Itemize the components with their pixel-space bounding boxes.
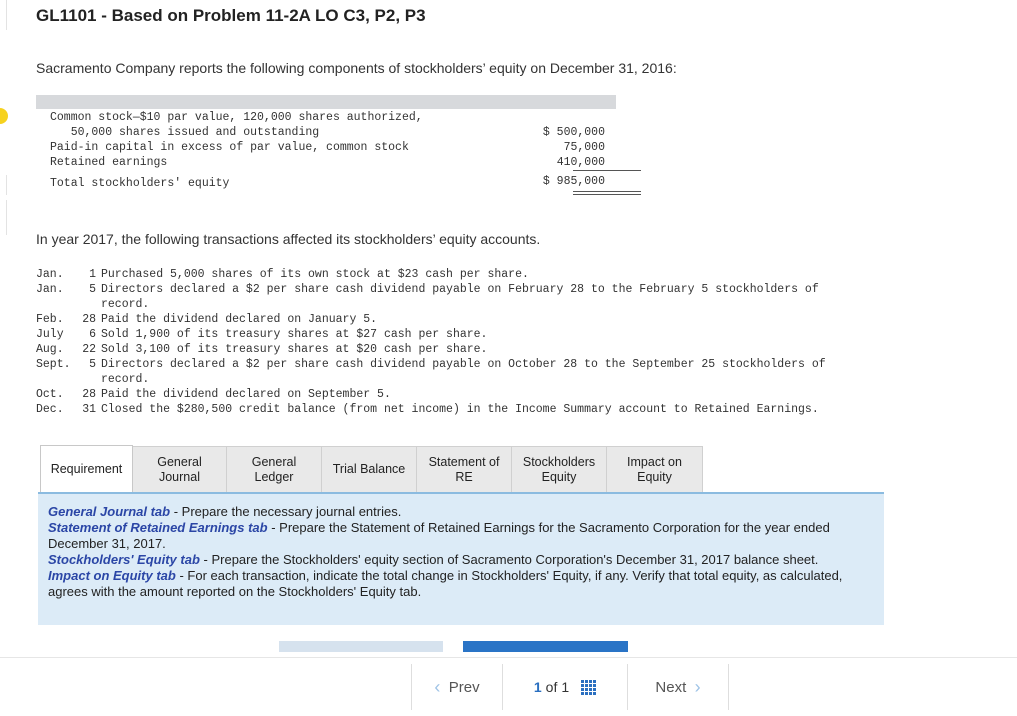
current-page: 1 <box>533 679 542 695</box>
transaction-month: Sept. <box>36 358 71 371</box>
equity-row-label: Paid-in capital in excess of par value, common stock <box>50 141 409 154</box>
requirement-item <box>48 552 874 568</box>
equity-row-amount: 410,000 <box>556 156 605 169</box>
transaction-line <box>36 358 826 371</box>
transaction-text: Directors declared a $2 per share cash dividend payable on February 28 to the February 5 stockholders of <box>101 283 819 296</box>
requirement-text: - Prepare the Stockholders' equity section of Sacramento Corporation's December 31, 2017 balance sheet. <box>199 552 819 567</box>
attention-dot <box>0 108 8 124</box>
transaction-text: Purchased 5,000 shares of its own stock at $23 cash per share. <box>101 268 529 281</box>
transaction-day: 28 <box>82 388 96 401</box>
equity-row-amount: $ 500,000 <box>542 126 605 139</box>
requirement-item <box>48 568 874 600</box>
total-pages: 1 <box>561 679 570 695</box>
transaction-text: Paid the dividend declared on January 5. <box>101 313 378 326</box>
tab-label: General Ledger <box>251 454 297 484</box>
chevron-right-icon: › <box>694 676 701 697</box>
equity-total-amount: $ 985,000 <box>542 175 605 188</box>
equity-row-label: Total stockholders' equity <box>50 177 230 190</box>
transaction-line <box>36 373 149 386</box>
requirement-tab-name: Impact on Equity tab <box>48 568 176 583</box>
transaction-line <box>36 268 529 281</box>
tab-bar <box>40 445 703 492</box>
requirement-tab-name: Statement of Retained Earnings tab <box>48 520 268 535</box>
grid-icon[interactable] <box>581 680 596 695</box>
transaction-day: 5 <box>89 358 96 371</box>
requirement-text: - For each transaction, indicate the total change in Stockholders' Equity, if any. Verify that total equity, as calculated, agrees with the amount reported on the Stockholders' Equity tab. <box>48 568 843 599</box>
transaction-day: 1 <box>89 268 96 281</box>
tab-trial-balance[interactable] <box>322 446 417 493</box>
tab-general-ledger[interactable] <box>227 446 322 493</box>
requirement-item <box>48 504 874 520</box>
transaction-month: Dec. <box>36 403 64 416</box>
equity-row-amount: 75,000 <box>563 141 605 154</box>
transaction-text: Directors declared a $2 per share cash dividend payable on October 28 to the September 25 stockholders of <box>101 358 826 371</box>
prev-button[interactable] <box>412 664 502 710</box>
transaction-month: Jan. <box>36 268 64 281</box>
equity-row-label: Retained earnings <box>50 156 168 169</box>
transaction-month: Feb. <box>36 313 64 326</box>
equity-row-label: 50,000 shares issued and outstanding <box>50 126 320 139</box>
pagination-bar <box>411 664 729 710</box>
double-rule <box>573 194 641 195</box>
transaction-text: Sold 3,100 of its treasury shares at $20 cash per share. <box>101 343 488 356</box>
transaction-day: 28 <box>82 313 96 326</box>
transaction-day: 31 <box>82 403 96 416</box>
transaction-text: record. <box>101 298 150 311</box>
tab-general-journal[interactable] <box>133 446 227 493</box>
transaction-line <box>36 403 819 416</box>
tab-label: Requirement <box>50 461 123 476</box>
equity-table <box>36 95 616 203</box>
table-header-bar <box>36 95 616 109</box>
page-indicator[interactable] <box>503 679 627 695</box>
tab-impact-on-equity[interactable] <box>607 446 703 493</box>
page-title: GL1101 - Based on Problem 11-2A LO C3, P2, P3 <box>36 6 426 25</box>
transaction-text: record. <box>101 373 150 386</box>
transaction-month: Jan. <box>36 283 64 296</box>
tab-label: Trial Balance <box>332 462 406 476</box>
chevron-left-icon: ‹ <box>434 676 441 697</box>
transaction-day: 6 <box>89 328 96 341</box>
tab-label: Statement of RE <box>428 454 500 484</box>
requirement-text: - Prepare the necessary journal entries. <box>170 504 402 519</box>
page-of-label: of <box>545 679 558 695</box>
transaction-day: 22 <box>82 343 96 356</box>
transaction-line <box>36 313 377 326</box>
transaction-line <box>36 388 391 401</box>
transaction-month: Oct. <box>36 388 64 401</box>
equity-row-label: Common stock—$10 par value, 120,000 shares authorized, <box>50 111 423 124</box>
requirement-tab-name: Stockholders' Equity tab <box>48 552 200 567</box>
transaction-month: Aug. <box>36 343 64 356</box>
transaction-text: Closed the $280,500 credit balance (from net income) in the Income Summary account to Retained Earnings. <box>101 403 819 416</box>
transaction-text: Sold 1,900 of its treasury shares at $27 cash per share. <box>101 328 488 341</box>
requirement-tab-name: General Journal tab <box>48 504 171 519</box>
transaction-line <box>36 328 487 341</box>
next-requirement-button[interactable] <box>463 641 628 652</box>
transaction-line <box>36 343 487 356</box>
footer-divider <box>0 657 1017 658</box>
left-divider <box>0 175 7 195</box>
tab-stockholders-equity[interactable] <box>512 446 607 493</box>
next-button[interactable] <box>628 664 728 710</box>
tab-label: Stockholders Equity <box>522 454 596 484</box>
left-divider <box>0 0 7 30</box>
left-divider <box>0 200 7 235</box>
double-rule <box>573 191 641 192</box>
tab-label: General Journal <box>157 454 202 484</box>
intro-text: Sacramento Company reports the following components of stockholders’ equity on December 31, 2016: <box>36 60 677 76</box>
tab-statement-of-re[interactable] <box>417 446 512 493</box>
requirement-text: - Prepare the Statement of Retained Earnings for the Sacramento Corporation for the year ended December 31, 2017. <box>48 520 830 551</box>
prev-label: Prev <box>448 678 480 696</box>
transactions-intro: In year 2017, the following transactions affected its stockholders’ equity accounts. <box>36 231 541 247</box>
transaction-month: July <box>36 328 64 341</box>
previous-requirement-button[interactable] <box>279 641 443 652</box>
tab-requirement[interactable] <box>40 445 133 492</box>
requirement-panel <box>38 492 884 625</box>
transaction-day: 5 <box>89 283 96 296</box>
transaction-line <box>36 283 819 296</box>
subtotal-rule <box>573 170 641 171</box>
next-label: Next <box>655 678 687 696</box>
transaction-line <box>36 298 149 311</box>
requirement-item <box>48 520 874 552</box>
tab-label: Impact on Equity <box>627 454 682 484</box>
nav-separator <box>728 664 729 710</box>
transaction-text: Paid the dividend declared on September 5. <box>101 388 391 401</box>
